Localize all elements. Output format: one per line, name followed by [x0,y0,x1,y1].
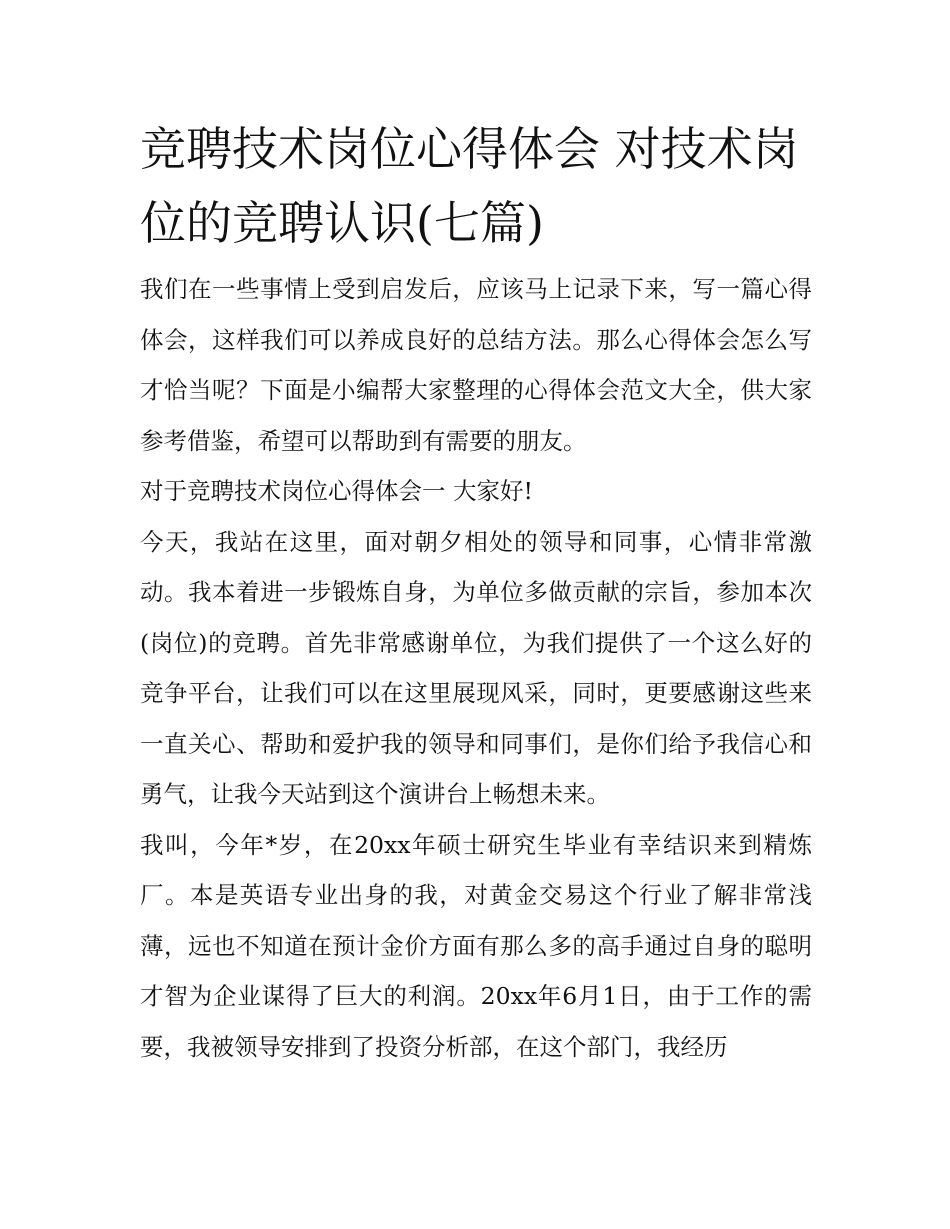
paragraph-body-1: 今天，我站在这里，面对朝夕相处的领导和同事，心情非常激动。我本着进一步锻炼自身，为单位多做贡献的宗旨，参加本次(岗位)的竞聘。首先非常感谢单位，为我们提供了一个这么好的竞争平台，让我们可以在这里展现风采，同时，更要感谢这些来一直关心、帮助和爱护我的领导和同事们，是你们给予我信心和勇气，让我今天站到这个演讲台上畅想未来。 [140,527,812,808]
paragraph-body-2: 我叫，今年*岁，在20xx年硕士研究生毕业有幸结识来到精炼厂。本是英语专业出身的我，对黄金交易这个行业了解非常浅薄，远也不知道在预计金价方面有那么多的高手通过自身的聪明才智为企业谋得了巨大的利润。20xx年6月1日，由于工作的需要，我被领导安排到了投资分析部，在这个部门，我经历 [140,830,812,1061]
paragraph-heading: 对于竞聘技术岗位心得体会一 大家好! [140,477,533,505]
document-page [140,112,812,1072]
document-title: 竞聘技术岗位心得体会 对技术岗位的竞聘认识(七篇) [140,122,799,250]
paragraph-intro: 我们在一些事情上受到启发后，应该马上记录下来，写一篇心得体会，这样我们可以养成良好的总结方法。那么心得体会怎么写才恰当呢？下面是小编帮大家整理的心得体会范文大全，供大家参考借鉴，希望可以帮助到有需要的朋友。 [140,275,812,455]
